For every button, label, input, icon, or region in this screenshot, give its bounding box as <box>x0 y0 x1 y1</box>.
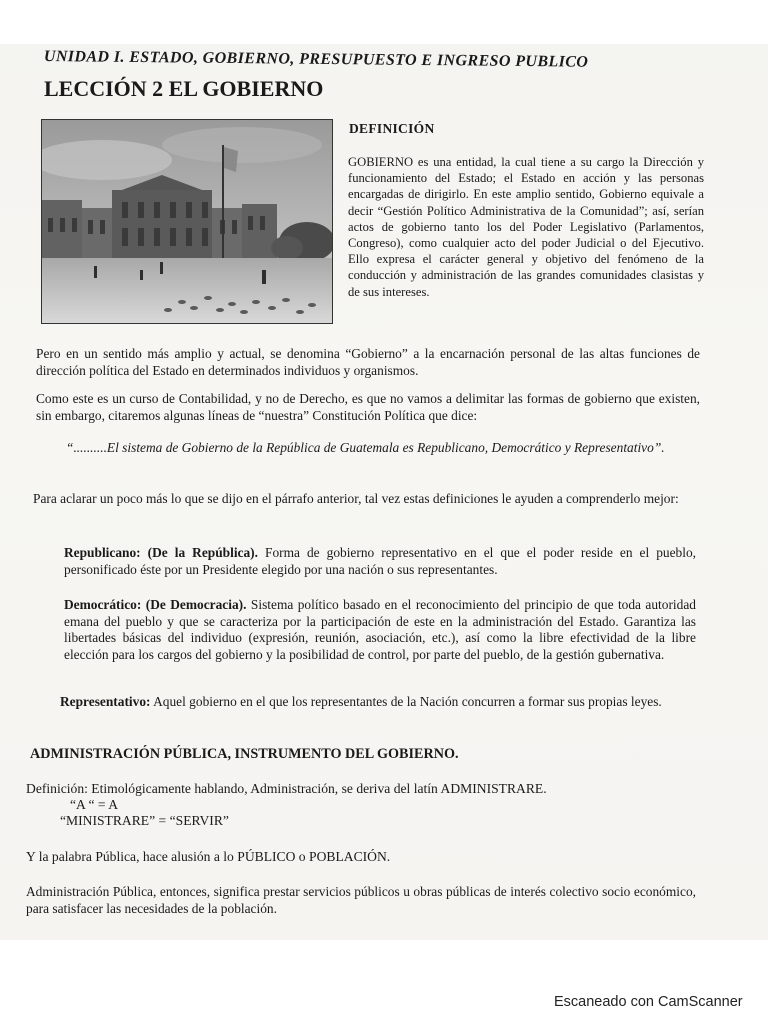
term-definition: Aquel gobierno en el que los representantes de la Nación concurren a formar sus propias leyes. <box>150 694 662 709</box>
page-top-margin <box>0 0 768 44</box>
term-republicano <box>64 545 696 578</box>
admin-definition-line: Definición: Etimológicamente hablando, Administración, se deriva del latín ADMINISTRARE. <box>26 781 547 796</box>
government-palace-illustration <box>42 120 332 323</box>
term-representativo <box>60 694 694 711</box>
publica-line: Y la palabra Pública, hace alusión a lo PÚBLICO o POBLACIÓN. <box>26 849 391 864</box>
lesson-title: LECCIÓN 2 EL GOBIERNO <box>44 76 324 101</box>
admin-heading: ADMINISTRACIÓN PÚBLICA, INSTRUMENTO DEL GOBIERNO. <box>30 746 459 762</box>
term-definition: Forma de gobierno representativo en el que el poder reside en el pueblo, personificado éste por un Presidente elegido por una nación o sus representantes. <box>64 545 697 577</box>
term-label: Representativo: <box>60 694 151 709</box>
admin-conclusion: Administración Pública, entonces, significa prestar servicios públicos u obras públicas de interés colectivo socio económico, para satisfacer las necesidades de la población. <box>26 884 696 916</box>
definition-heading: DEFINICIÓN <box>349 121 435 136</box>
term-definition: Sistema político basado en el reconocimiento del principio de que toda autoridad emana del pueblo y que se caracteriza por la participación de este en la administración del Estado. Garantiza las libertades básicas del individuo (expresión, reunión, asociación, etc.), así como la libre efectividad de la libre elección para los cargos del gobierno y la posibilidad de control, por parte del pueblo, de la gestión gubernativa. <box>64 597 696 662</box>
term-label: Democrático: (De Democracia). <box>64 597 247 612</box>
term-democratico <box>64 597 696 663</box>
government-palace-photo <box>41 119 333 324</box>
camscanner-watermark: Escaneado con CamScanner <box>554 994 743 1010</box>
definition-text: GOBIERNO es una entidad, la cual tiene a su cargo la Dirección y funcionamiento del Estado; el Estado en acción y las personas encargadas de dirigirlo. En este amplio sentido, Gobierno equivale a decir “Gestión Político Administrativa de la Comunidad”; así, serían actos de gobierno tanto los del Poder Legislativo (Parlamentos, Congreso), como cualquier acto del poder Judicial o del Ejecutivo. Ello expresa el carácter general y objetivo del fenómeno de la conducción y administración de las grandes comunidades clasistas y de sus intereses. <box>348 155 704 299</box>
course-note-paragraph: Como este es un curso de Contabilidad, y no de Derecho, es que no vamos a delimitar las formas de gobierno que existen, sin embargo, citaremos algunas líneas de “nuestra” Constitución Política que dice: <box>36 391 700 423</box>
etymology-a: “A “ = A <box>70 797 119 812</box>
etymology-ministrare: “MINISTRARE” = “SERVIR” <box>60 813 229 828</box>
clarify-paragraph: Para aclarar un poco más lo que se dijo en el párrafo anterior, tal vez estas definiciones le ayuden a comprenderlo mejor: <box>33 491 679 506</box>
term-label: Republicano: (De la República). <box>64 545 258 560</box>
unit-header: UNIDAD I. ESTADO, GOBIERNO, PRESUPUESTO E INGRESO PUBLICO <box>43 48 589 71</box>
constitution-quote: “..........El sistema de Gobierno de la República de Guatemala es Republicano, Democrático y Representativo”. <box>66 440 665 455</box>
broad-sense-paragraph: Pero en un sentido más amplio y actual, se denomina “Gobierno” a la encarnación personal de las altas funciones de dirección política del Estado en determinados individuos y organismos. <box>36 346 700 378</box>
